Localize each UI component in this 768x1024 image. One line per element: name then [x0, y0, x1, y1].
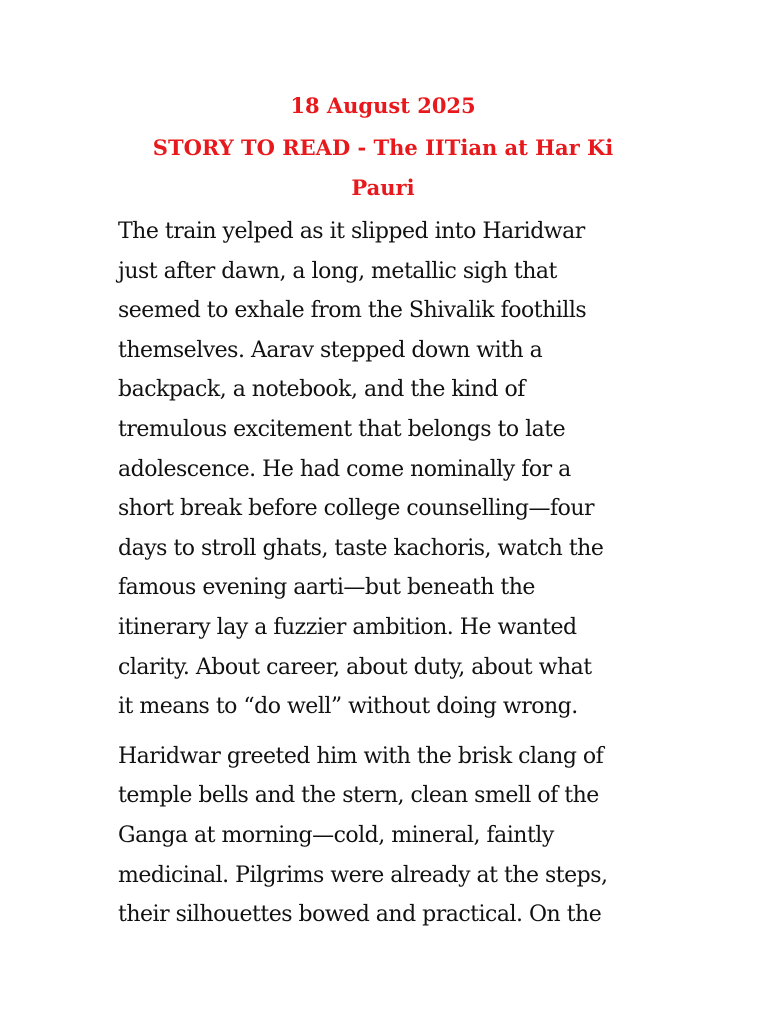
paragraph-line: just after dawn, a long, metallic sigh that [118, 258, 557, 284]
paragraph-line: tremulous excitement that belongs to late [118, 416, 566, 442]
paragraph-line: their silhouettes bowed and practical. On the [118, 902, 602, 928]
story-title: STORY TO READ - The IITian at Har Ki Pauri [152, 135, 614, 200]
paragraph-line: it means to “do well” without doing wrong. [118, 694, 578, 720]
paragraph-line: short break before college counselling—four [118, 496, 595, 522]
paragraph-line: temple bells and the stern, clean smell of the [118, 783, 599, 809]
paragraph-line: seemed to exhale from the Shivalik foothills [118, 298, 587, 324]
story-body [118, 212, 648, 935]
paragraph-line: Ganga at morning—cold, mineral, faintly [118, 822, 554, 848]
paragraph-line: adolescence. He had come nominally for a [118, 456, 571, 482]
paragraph-line: themselves. Aarav stepped down with a [118, 337, 543, 363]
paragraph-line: backpack, a notebook, and the kind of [118, 377, 525, 403]
paragraph-line: days to stroll ghats, taste kachoris, watch the [118, 535, 604, 561]
document-date: 18 August 2025 [290, 93, 476, 118]
paragraph-line: medicinal. Pilgrims were already at the steps, [118, 862, 608, 888]
document-page [118, 88, 648, 945]
story-paragraph [118, 737, 648, 935]
paragraph-line: Haridwar greeted him with the brisk clang of [118, 743, 604, 769]
paragraph-line: The train yelped as it slipped into Haridwar [118, 219, 585, 244]
paragraph-line: itinerary lay a fuzzier ambition. He wanted [118, 614, 577, 640]
paragraph-line: clarity. About career, about duty, about what [118, 654, 592, 680]
story-paragraph [118, 212, 648, 727]
paragraph-line: famous evening aarti—but beneath the [118, 575, 535, 601]
